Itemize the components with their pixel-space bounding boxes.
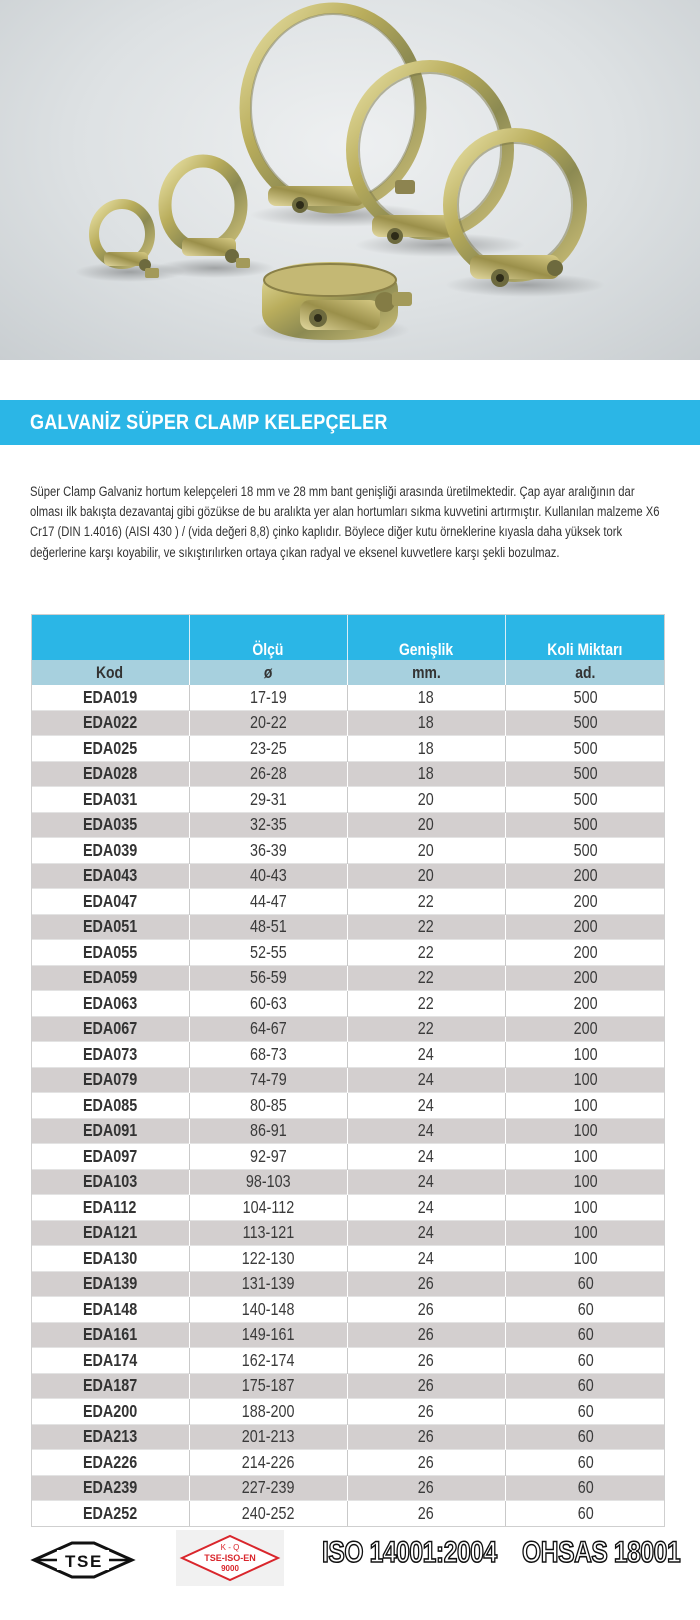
cell-width: 18 bbox=[347, 761, 505, 787]
cell-code: EDA051 bbox=[31, 914, 189, 940]
cell-box-qty: 60 bbox=[505, 1501, 665, 1527]
cell-box-qty: 500 bbox=[505, 761, 665, 787]
cell-width: 26 bbox=[347, 1501, 505, 1527]
header-box-qty: Koli Miktarı bbox=[505, 614, 665, 660]
table-row bbox=[31, 838, 665, 864]
cell-size: 20-22 bbox=[189, 710, 347, 736]
cell-code: EDA025 bbox=[31, 736, 189, 762]
product-description: Süper Clamp Galvaniz hortum kelepçeleri 18 mm ve 28 mm bant genişliği arasında üretilmektedir. Çap ayar aralığının dar olması ilk bakışta dezavantaj gibi gözükse de bu aralıkta yer alan hortumları sıkma kuvvetini artırmıştır. Kullanılan malzeme X6 Cr17 (DIN 1.4016) (AISI 430 ) / (vida değeri 8,8) çinko kaplıdır. Böylece diğer kutu örneklerine kıyasla daha yüksek tork değerlerine karşı koyabilir, ve sıkıştırılırken ortaya çıkan radyal ve eksenel kuvvetlere karşı şekli bozulmaz. bbox=[30, 484, 660, 560]
cell-width: 24 bbox=[347, 1093, 505, 1119]
cell-size: 214-226 bbox=[189, 1450, 347, 1476]
cell-box-qty: 60 bbox=[505, 1348, 665, 1374]
table-row bbox=[31, 1373, 665, 1399]
cell-size: 188-200 bbox=[189, 1399, 347, 1425]
cell-box-qty: 100 bbox=[505, 1195, 665, 1221]
cell-width: 26 bbox=[347, 1450, 505, 1476]
subheader-code: Kod bbox=[31, 660, 189, 685]
table-subheader-row bbox=[31, 660, 665, 685]
cell-width: 20 bbox=[347, 812, 505, 838]
cell-box-qty: 100 bbox=[505, 1042, 665, 1068]
page-title: GALVANİZ SÜPER CLAMP KELEPÇELER bbox=[30, 411, 388, 434]
cell-width: 24 bbox=[347, 1220, 505, 1246]
table-row bbox=[31, 1144, 665, 1170]
cell-size: 40-43 bbox=[189, 863, 347, 889]
cell-box-qty: 200 bbox=[505, 940, 665, 966]
table-row bbox=[31, 1348, 665, 1374]
cell-code: EDA174 bbox=[31, 1348, 189, 1374]
cell-box-qty: 500 bbox=[505, 685, 665, 710]
cell-size: 26-28 bbox=[189, 761, 347, 787]
cell-box-qty: 60 bbox=[505, 1297, 665, 1323]
cell-box-qty: 60 bbox=[505, 1322, 665, 1348]
cell-code: EDA112 bbox=[31, 1195, 189, 1221]
cell-width: 26 bbox=[347, 1297, 505, 1323]
cell-box-qty: 60 bbox=[505, 1424, 665, 1450]
cell-width: 18 bbox=[347, 710, 505, 736]
cell-width: 26 bbox=[347, 1373, 505, 1399]
cell-size: 122-130 bbox=[189, 1246, 347, 1272]
table-row bbox=[31, 1297, 665, 1323]
title-banner bbox=[0, 400, 700, 445]
table-row bbox=[31, 736, 665, 762]
cell-box-qty: 100 bbox=[505, 1220, 665, 1246]
table-row bbox=[31, 1450, 665, 1476]
cell-width: 20 bbox=[347, 863, 505, 889]
cell-code: EDA130 bbox=[31, 1246, 189, 1272]
cell-box-qty: 500 bbox=[505, 710, 665, 736]
cell-code: EDA022 bbox=[31, 710, 189, 736]
cell-size: 36-39 bbox=[189, 838, 347, 864]
cell-box-qty: 200 bbox=[505, 914, 665, 940]
table-row bbox=[31, 863, 665, 889]
cell-width: 26 bbox=[347, 1271, 505, 1297]
cell-width: 26 bbox=[347, 1475, 505, 1501]
header-width: Genişlik bbox=[347, 614, 505, 660]
cell-size: 149-161 bbox=[189, 1322, 347, 1348]
table-row bbox=[31, 1195, 665, 1221]
cell-box-qty: 200 bbox=[505, 965, 665, 991]
cell-width: 24 bbox=[347, 1246, 505, 1272]
tse-letter-s: S bbox=[77, 1552, 89, 1571]
table-row bbox=[31, 812, 665, 838]
cell-code: EDA148 bbox=[31, 1297, 189, 1323]
cell-size: 17-19 bbox=[189, 685, 347, 710]
cell-width: 22 bbox=[347, 940, 505, 966]
cell-code: EDA055 bbox=[31, 940, 189, 966]
cell-code: EDA031 bbox=[31, 787, 189, 813]
cell-code: EDA239 bbox=[31, 1475, 189, 1501]
cell-code: EDA213 bbox=[31, 1424, 189, 1450]
cell-width: 22 bbox=[347, 1016, 505, 1042]
iso-14001-badge: ISO 14001:2004 bbox=[322, 1536, 497, 1569]
cell-code: EDA139 bbox=[31, 1271, 189, 1297]
spec-table bbox=[31, 614, 665, 1527]
spec-table-container bbox=[31, 614, 665, 1527]
cell-size: 240-252 bbox=[189, 1501, 347, 1527]
cell-box-qty: 100 bbox=[505, 1093, 665, 1119]
cell-width: 24 bbox=[347, 1195, 505, 1221]
table-row bbox=[31, 1399, 665, 1425]
cell-code: EDA019 bbox=[31, 685, 189, 710]
cell-size: 29-31 bbox=[189, 787, 347, 813]
table-row bbox=[31, 1475, 665, 1501]
cell-size: 131-139 bbox=[189, 1271, 347, 1297]
cell-box-qty: 100 bbox=[505, 1246, 665, 1272]
cell-width: 26 bbox=[347, 1348, 505, 1374]
cell-width: 26 bbox=[347, 1322, 505, 1348]
table-row bbox=[31, 940, 665, 966]
cell-box-qty: 60 bbox=[505, 1450, 665, 1476]
cell-box-qty: 200 bbox=[505, 889, 665, 915]
cell-box-qty: 500 bbox=[505, 838, 665, 864]
cell-box-qty: 60 bbox=[505, 1399, 665, 1425]
cell-box-qty: 500 bbox=[505, 787, 665, 813]
table-row bbox=[31, 787, 665, 813]
cell-width: 18 bbox=[347, 736, 505, 762]
table-row bbox=[31, 1246, 665, 1272]
cell-code: EDA073 bbox=[31, 1042, 189, 1068]
table-row bbox=[31, 965, 665, 991]
cell-width: 24 bbox=[347, 1042, 505, 1068]
cell-code: EDA091 bbox=[31, 1118, 189, 1144]
cell-width: 20 bbox=[347, 787, 505, 813]
table-row bbox=[31, 1424, 665, 1450]
table-row bbox=[31, 1169, 665, 1195]
table-row bbox=[31, 1016, 665, 1042]
table-header-row bbox=[31, 614, 665, 660]
cell-width: 24 bbox=[347, 1169, 505, 1195]
table-row bbox=[31, 889, 665, 915]
cell-code: EDA059 bbox=[31, 965, 189, 991]
cell-size: 175-187 bbox=[189, 1373, 347, 1399]
cell-code: EDA187 bbox=[31, 1373, 189, 1399]
header-empty bbox=[31, 614, 189, 660]
table-row bbox=[31, 1271, 665, 1297]
cell-size: 52-55 bbox=[189, 940, 347, 966]
cell-code: EDA028 bbox=[31, 761, 189, 787]
tse-letter-e: E bbox=[90, 1552, 102, 1571]
table-row bbox=[31, 1322, 665, 1348]
product-photo bbox=[0, 0, 700, 360]
cell-code: EDA252 bbox=[31, 1501, 189, 1527]
cell-code: EDA067 bbox=[31, 1016, 189, 1042]
cell-code: EDA047 bbox=[31, 889, 189, 915]
table-body bbox=[31, 685, 665, 1526]
cell-size: 60-63 bbox=[189, 991, 347, 1017]
cell-width: 22 bbox=[347, 889, 505, 915]
cell-size: 162-174 bbox=[189, 1348, 347, 1374]
cell-size: 48-51 bbox=[189, 914, 347, 940]
cell-box-qty: 100 bbox=[505, 1118, 665, 1144]
cell-size: 64-67 bbox=[189, 1016, 347, 1042]
table-row bbox=[31, 1220, 665, 1246]
cell-size: 227-239 bbox=[189, 1475, 347, 1501]
cell-width: 24 bbox=[347, 1118, 505, 1144]
cell-width: 18 bbox=[347, 685, 505, 710]
cell-code: EDA121 bbox=[31, 1220, 189, 1246]
cell-width: 26 bbox=[347, 1424, 505, 1450]
cell-code: EDA079 bbox=[31, 1067, 189, 1093]
cell-size: 68-73 bbox=[189, 1042, 347, 1068]
cell-size: 23-25 bbox=[189, 736, 347, 762]
cell-size: 74-79 bbox=[189, 1067, 347, 1093]
header-size: Ölçü bbox=[189, 614, 347, 660]
cell-code: EDA226 bbox=[31, 1450, 189, 1476]
cell-width: 22 bbox=[347, 991, 505, 1017]
cell-width: 24 bbox=[347, 1067, 505, 1093]
cell-box-qty: 200 bbox=[505, 1016, 665, 1042]
table-row bbox=[31, 685, 665, 710]
cell-box-qty: 500 bbox=[505, 812, 665, 838]
cell-box-qty: 60 bbox=[505, 1271, 665, 1297]
cell-size: 56-59 bbox=[189, 965, 347, 991]
cell-size: 104-112 bbox=[189, 1195, 347, 1221]
kq-line-3: 9000 bbox=[221, 1564, 239, 1573]
table-row bbox=[31, 991, 665, 1017]
cell-size: 98-103 bbox=[189, 1169, 347, 1195]
cell-width: 26 bbox=[347, 1399, 505, 1425]
cell-width: 22 bbox=[347, 965, 505, 991]
kq-line-1: K - Q bbox=[220, 1543, 240, 1552]
cell-box-qty: 200 bbox=[505, 863, 665, 889]
cell-box-qty: 100 bbox=[505, 1169, 665, 1195]
cell-size: 32-35 bbox=[189, 812, 347, 838]
cell-code: EDA085 bbox=[31, 1093, 189, 1119]
cell-box-qty: 100 bbox=[505, 1067, 665, 1093]
hose-clamps-photo bbox=[0, 0, 700, 360]
kq-line-2: TSE-ISO-EN bbox=[204, 1553, 256, 1563]
cell-box-qty: 500 bbox=[505, 736, 665, 762]
cell-size: 86-91 bbox=[189, 1118, 347, 1144]
subheader-diameter: ø bbox=[189, 660, 347, 685]
cell-size: 44-47 bbox=[189, 889, 347, 915]
cell-size: 92-97 bbox=[189, 1144, 347, 1170]
table-row bbox=[31, 1042, 665, 1068]
table-row bbox=[31, 1501, 665, 1527]
ohsas-18001-badge: OHSAS 18001 bbox=[522, 1536, 681, 1569]
certification-logos bbox=[0, 1530, 700, 1600]
cell-code: EDA043 bbox=[31, 863, 189, 889]
table-row bbox=[31, 1067, 665, 1093]
cell-code: EDA200 bbox=[31, 1399, 189, 1425]
table-row bbox=[31, 1118, 665, 1144]
table-row bbox=[31, 710, 665, 736]
table-row bbox=[31, 1093, 665, 1119]
cell-size: 80-85 bbox=[189, 1093, 347, 1119]
cell-code: EDA039 bbox=[31, 838, 189, 864]
cell-size: 113-121 bbox=[189, 1220, 347, 1246]
cell-box-qty: 60 bbox=[505, 1475, 665, 1501]
cell-width: 24 bbox=[347, 1144, 505, 1170]
table-row bbox=[31, 761, 665, 787]
cell-code: EDA103 bbox=[31, 1169, 189, 1195]
cell-code: EDA161 bbox=[31, 1322, 189, 1348]
subheader-mm: mm. bbox=[347, 660, 505, 685]
tse-iso-en-9000-logo bbox=[176, 1530, 284, 1586]
cell-width: 22 bbox=[347, 914, 505, 940]
subheader-pcs: ad. bbox=[505, 660, 665, 685]
tse-logo bbox=[30, 1540, 136, 1585]
cell-code: EDA063 bbox=[31, 991, 189, 1017]
cell-box-qty: 100 bbox=[505, 1144, 665, 1170]
cell-size: 201-213 bbox=[189, 1424, 347, 1450]
table-row bbox=[31, 914, 665, 940]
cell-size: 140-148 bbox=[189, 1297, 347, 1323]
cell-box-qty: 200 bbox=[505, 991, 665, 1017]
cell-code: EDA035 bbox=[31, 812, 189, 838]
cell-box-qty: 60 bbox=[505, 1373, 665, 1399]
cell-width: 20 bbox=[347, 838, 505, 864]
tse-letter-t: T bbox=[65, 1552, 76, 1571]
cell-code: EDA097 bbox=[31, 1144, 189, 1170]
